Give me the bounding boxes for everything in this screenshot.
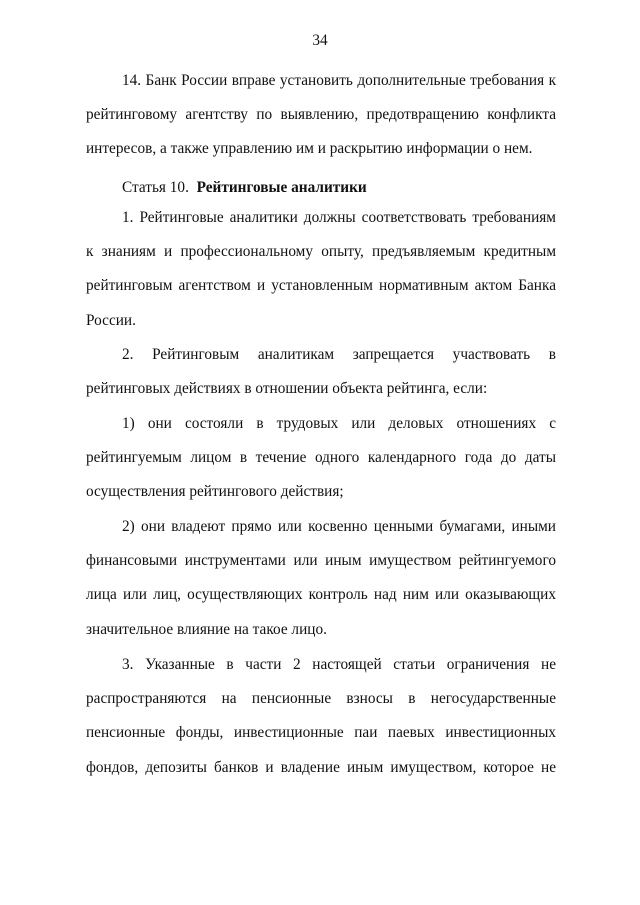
page-number: 34 xyxy=(312,32,328,49)
paragraph-1: 1. Рейтинговые аналитики должны соответствовать требованиям к знаниям и профессиональному опыту, предъявляемым кредитным рейтинговым агентством и установленным нормативным актом Банка России. xyxy=(86,209,556,329)
article-heading xyxy=(122,171,367,205)
paragraph-2-item-2: 2) они владеют прямо или косвенно ценными бумагами, иными финансовыми инструментами или иным имуществом рейтингуемого лица или лиц, осуществляющих контроль над ним или оказывающих значительное влияние на такое лицо. xyxy=(86,518,556,638)
paragraph-2-item-1: 1) они состояли в трудовых или деловых отношениях с рейтингуемым лицом в течение одного календарного года до даты осуществления рейтингового действия; xyxy=(86,415,556,501)
paragraph-3: 3. Указанные в части 2 настоящей статьи ограничения не распространяются на пенсионные взносы в негосударственные пенсионные фонды, инвестиционные паи паевых инвестиционных фондов, депозиты банков и владение иным имуществом, которое не xyxy=(86,656,556,776)
paragraph-14: 14. Банк России вправе установить дополнительные требования к рейтинговому агентству по выявлению, предотвращению конфликта интересов, а также управлению им и раскрытию информации о нем. xyxy=(86,72,556,158)
article-label: Статья 10. xyxy=(122,179,189,196)
article-title: Рейтинговые аналитики xyxy=(196,179,367,196)
paragraph-2: 2. Рейтинговым аналитикам запрещается участвовать в рейтинговых действиях в отношении объекта рейтинга, если: xyxy=(86,346,556,398)
